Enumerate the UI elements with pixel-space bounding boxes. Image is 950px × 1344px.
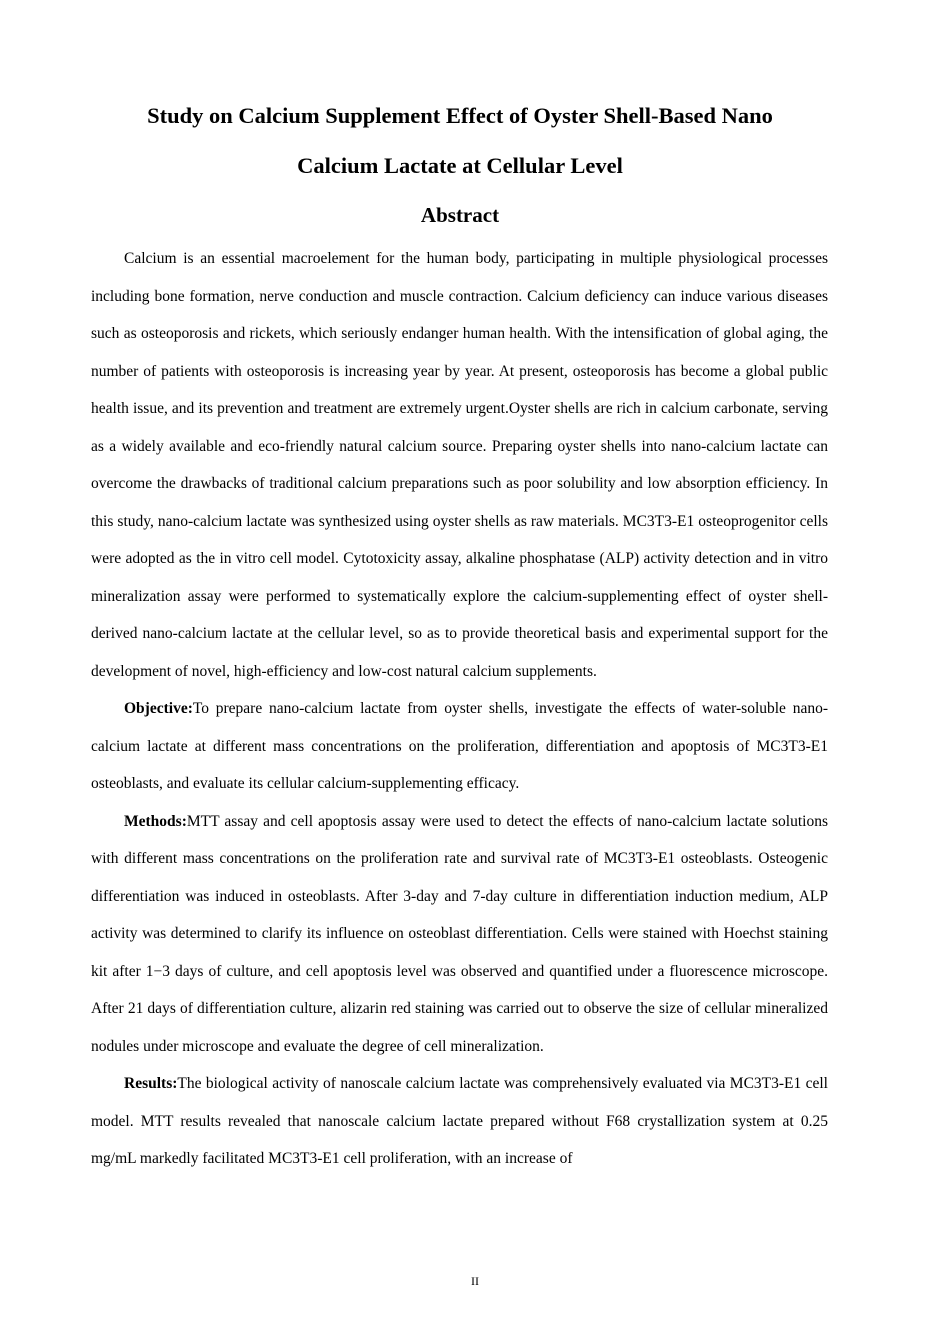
paper-title-line1: Study on Calcium Supplement Effect of Oyster Shell-Based Nano <box>147 103 773 128</box>
abstract-heading: Abstract <box>420 203 500 227</box>
intro-paragraph: Calcium is an essential macroelement for the human body, participating in multiple physiological processes including bone formation, nerve conduction and muscle contraction. Calcium deficiency can induce various diseases such as osteoporosis and rickets, which seriously endanger human health. With the intensification of global aging, the number of patients with osteoporosis is increasing year by year. At present, osteoporosis has become a global public health issue, and its prevention and treatment are extremely urgent.Oyster shells are rich in calcium carbonate, serving as a widely available and eco-friendly natural calcium source. Preparing oyster shells into nano-calcium lactate can overcome the drawbacks of traditional calcium preparations such as poor solubility and low absorption efficiency. In this study, nano-calcium lactate was synthesized using oyster shells as raw materials. MC3T3-E1 osteoprogenitor cells were adopted as the in vitro cell model. Cytotoxicity assay, alkaline phosphatase (ALP) activity detection and in vitro mineralization assay were performed to systematically explore the calcium-supplementing effect of oyster shell-derived nano-calcium lactate at the cellular level, so as to provide theoretical basis and experimental support for the development of novel, high-efficiency and low-cost natural calcium supplements. <box>91 250 828 680</box>
objective-label: Objective: <box>124 700 193 717</box>
results-paragraph <box>91 1065 828 1178</box>
results-text: The biological activity of nanoscale calcium lactate was comprehensively evaluated via MC3T3-E1 cell model. MTT results revealed that nanoscale calcium lactate prepared without F68 crystallization system at 0.25 mg/mL markedly facilitated MC3T3-E1 cell proliferation, with an increase of <box>91 1075 828 1167</box>
results-label: Results: <box>124 1075 178 1092</box>
objective-paragraph <box>91 690 828 803</box>
paper-title-line2: Calcium Lactate at Cellular Level <box>297 153 623 178</box>
methods-paragraph <box>91 803 828 1066</box>
page-number: II <box>471 1274 479 1288</box>
objective-text: To prepare nano-calcium lactate from oyster shells, investigate the effects of water-soluble nano-calcium lactate at different mass concentrations on the proliferation, differentiation and apoptosis of MC3T3-E1 osteoblasts, and evaluate its cellular calcium-supplementing efficacy. <box>91 700 828 792</box>
abstract-body <box>91 240 828 1178</box>
methods-text: MTT assay and cell apoptosis assay were used to detect the effects of nano-calcium lactate solutions with different mass concentrations on the proliferation rate and survival rate of MC3T3-E1 osteoblasts. Osteogenic differentiation was induced in osteoblasts. After 3-day and 7-day culture in differentiation induction medium, ALP activity was determined to clarify its influence on osteoblast differentiation. Cells were stained with Hoechst staining kit after 1−3 days of culture, and cell apoptosis level was observed and quantified under a fluorescence microscope. After 21 days of differentiation culture, alizarin red staining was carried out to observe the size of cellular mineralized nodules under microscope and evaluate the degree of cell mineralization. <box>91 812 828 1055</box>
methods-label: Methods: <box>124 812 187 830</box>
